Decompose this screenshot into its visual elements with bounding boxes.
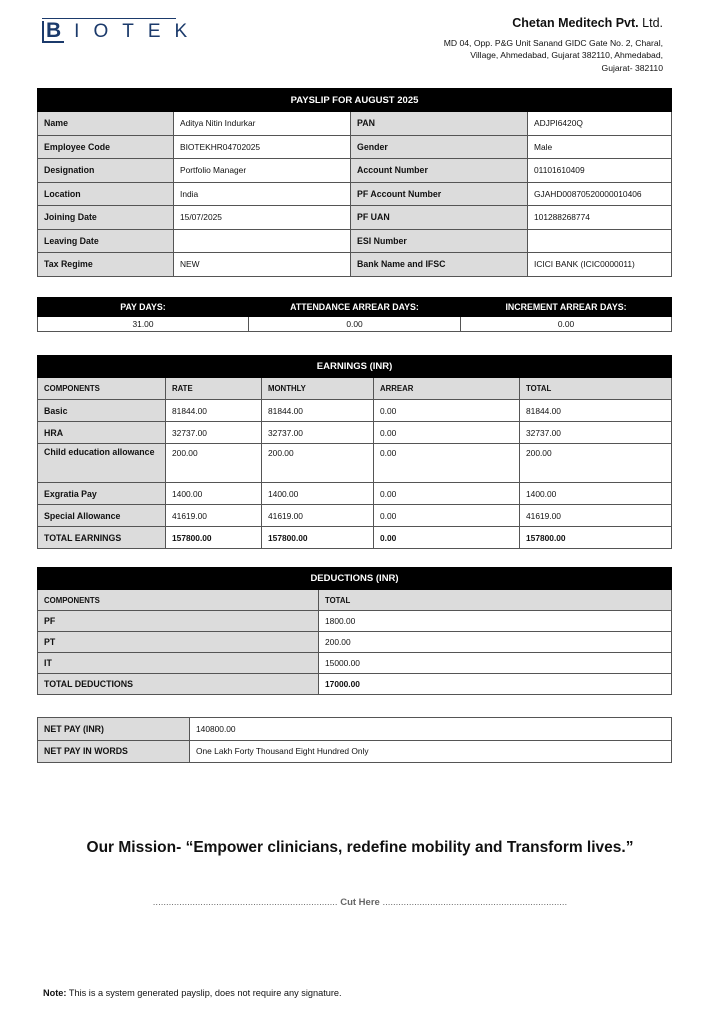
net-pay-label: NET PAY (INR) bbox=[38, 718, 190, 741]
info-value: NEW bbox=[174, 253, 351, 277]
info-value: 15/07/2025 bbox=[174, 206, 351, 230]
employee-info-row bbox=[38, 112, 672, 136]
earnings-component: Child education allowance bbox=[38, 444, 166, 483]
earnings-component: Exgratia Pay bbox=[38, 483, 166, 505]
attendance-arrear-header: ATTENDANCE ARREAR DAYS: bbox=[249, 298, 461, 317]
earnings-cell: 0.00 bbox=[374, 422, 520, 444]
earnings-cell: 200.00 bbox=[520, 444, 672, 483]
net-pay-words-value: One Lakh Forty Thousand Eight Hundred Only bbox=[190, 740, 672, 763]
cut-dots-left: ...................................................................... bbox=[152, 897, 338, 908]
deduction-value: 1800.00 bbox=[319, 611, 672, 632]
earnings-title: EARNINGS (INR) bbox=[38, 356, 672, 378]
info-value: GJAHD00870520000010406 bbox=[528, 182, 672, 206]
net-pay-words-label: NET PAY IN WORDS bbox=[38, 740, 190, 763]
company-name bbox=[383, 16, 663, 30]
earnings-cell: 32737.00 bbox=[262, 422, 374, 444]
total-earnings-arrear: 0.00 bbox=[374, 527, 520, 549]
info-label: Tax Regime bbox=[38, 253, 174, 277]
info-label: Employee Code bbox=[38, 135, 174, 159]
info-value: BIOTEKHR04702025 bbox=[174, 135, 351, 159]
net-pay-value: 140800.00 bbox=[190, 718, 672, 741]
employee-info-table bbox=[37, 88, 672, 277]
info-label: PAN bbox=[351, 112, 528, 136]
note-text: This is a system generated payslip, does not require any signature. bbox=[66, 988, 342, 998]
earnings-cell: 0.00 bbox=[374, 400, 520, 422]
cut-dots-right: ...................................................................... bbox=[382, 897, 568, 908]
cut-here-label: Cut Here bbox=[340, 897, 380, 908]
info-value: Portfolio Manager bbox=[174, 159, 351, 183]
address-line: Gujarat- 382110 bbox=[601, 62, 663, 73]
earnings-col-header: RATE bbox=[166, 378, 262, 400]
earnings-cell: 0.00 bbox=[374, 505, 520, 527]
note-label: Note: bbox=[43, 988, 67, 998]
info-value: 01101610409 bbox=[528, 159, 672, 183]
info-value bbox=[174, 229, 351, 253]
deductions-body bbox=[38, 611, 672, 674]
cut-here-line bbox=[0, 897, 720, 908]
earnings-row bbox=[38, 505, 672, 527]
deduction-component: IT bbox=[38, 653, 319, 674]
earnings-row bbox=[38, 400, 672, 422]
earnings-row bbox=[38, 422, 672, 444]
info-value: India bbox=[174, 182, 351, 206]
earnings-cell: 0.00 bbox=[374, 444, 520, 483]
info-label: Designation bbox=[38, 159, 174, 183]
company-name-main: Chetan Meditech Pvt. bbox=[512, 16, 639, 30]
employee-info-body bbox=[38, 112, 672, 277]
company-address bbox=[383, 37, 663, 74]
logo-initial: B bbox=[42, 21, 64, 43]
earnings-cell: 0.00 bbox=[374, 483, 520, 505]
info-value: Male bbox=[528, 135, 672, 159]
earnings-table bbox=[37, 355, 672, 549]
earnings-body bbox=[38, 400, 672, 527]
earnings-cell: 81844.00 bbox=[166, 400, 262, 422]
info-label: Joining Date bbox=[38, 206, 174, 230]
earnings-cell: 81844.00 bbox=[520, 400, 672, 422]
info-value: 101288268774 bbox=[528, 206, 672, 230]
earnings-cell: 41619.00 bbox=[520, 505, 672, 527]
days-table bbox=[37, 297, 672, 332]
earnings-cell: 41619.00 bbox=[166, 505, 262, 527]
info-label: ESI Number bbox=[351, 229, 528, 253]
company-logo bbox=[42, 18, 202, 43]
total-earnings-total: 157800.00 bbox=[520, 527, 672, 549]
total-earnings-rate: 157800.00 bbox=[166, 527, 262, 549]
logo-rest: IOTEK bbox=[74, 21, 202, 42]
increment-arrear-header: INCREMENT ARREAR DAYS: bbox=[461, 298, 672, 317]
address-line: Village, Ahmedabad, Gujarat 382110, Ahmedabad, bbox=[470, 50, 663, 61]
info-value: ADJPI6420Q bbox=[528, 112, 672, 136]
earnings-cell: 1400.00 bbox=[262, 483, 374, 505]
employee-info-row bbox=[38, 159, 672, 183]
earnings-cell: 200.00 bbox=[262, 444, 374, 483]
earnings-component: Special Allowance bbox=[38, 505, 166, 527]
company-name-suffix: Ltd. bbox=[642, 16, 663, 30]
deductions-row bbox=[38, 653, 672, 674]
earnings-cell: 200.00 bbox=[166, 444, 262, 483]
info-label: PF UAN bbox=[351, 206, 528, 230]
earnings-cell: 32737.00 bbox=[520, 422, 672, 444]
total-deductions-label: TOTAL DEDUCTIONS bbox=[38, 674, 319, 695]
info-label: Leaving Date bbox=[38, 229, 174, 253]
earnings-row bbox=[38, 444, 672, 483]
earnings-col-header: COMPONENTS bbox=[38, 378, 166, 400]
info-value bbox=[528, 229, 672, 253]
net-pay-table bbox=[37, 717, 672, 763]
pay-days-value: 31.00 bbox=[38, 317, 249, 332]
deductions-title: DEDUCTIONS (INR) bbox=[38, 568, 672, 590]
attendance-arrear-value: 0.00 bbox=[249, 317, 461, 332]
employee-info-row bbox=[38, 206, 672, 230]
earnings-col-header: MONTHLY bbox=[262, 378, 374, 400]
info-label: Gender bbox=[351, 135, 528, 159]
company-header bbox=[383, 16, 663, 74]
info-label: Account Number bbox=[351, 159, 528, 183]
earnings-col-header: ARREAR bbox=[374, 378, 520, 400]
earnings-cell: 81844.00 bbox=[262, 400, 374, 422]
logo-wordmark bbox=[42, 19, 202, 43]
total-earnings-monthly: 157800.00 bbox=[262, 527, 374, 549]
deduction-component: PF bbox=[38, 611, 319, 632]
earnings-row bbox=[38, 483, 672, 505]
deductions-row bbox=[38, 632, 672, 653]
pay-days-header: PAY DAYS: bbox=[38, 298, 249, 317]
earnings-cell: 1400.00 bbox=[166, 483, 262, 505]
earnings-col-header: TOTAL bbox=[520, 378, 672, 400]
info-label: Bank Name and IFSC bbox=[351, 253, 528, 277]
info-value: ICICI BANK (ICIC0000011) bbox=[528, 253, 672, 277]
deduction-value: 200.00 bbox=[319, 632, 672, 653]
payslip-title: PAYSLIP FOR AUGUST 2025 bbox=[38, 89, 672, 112]
employee-info-row bbox=[38, 253, 672, 277]
employee-info-row bbox=[38, 182, 672, 206]
increment-arrear-value: 0.00 bbox=[461, 317, 672, 332]
earnings-cell: 41619.00 bbox=[262, 505, 374, 527]
deductions-row bbox=[38, 611, 672, 632]
info-label: Location bbox=[38, 182, 174, 206]
earnings-component: HRA bbox=[38, 422, 166, 444]
earnings-cell: 1400.00 bbox=[520, 483, 672, 505]
info-label: Name bbox=[38, 112, 174, 136]
deductions-table bbox=[37, 567, 672, 695]
deduction-component: PT bbox=[38, 632, 319, 653]
logo-rule bbox=[42, 18, 176, 19]
deductions-col-header: TOTAL bbox=[319, 590, 672, 611]
address-line: MD 04, Opp. P&G Unit Sanand GIDC Gate No. 2, Charal, bbox=[443, 38, 663, 48]
deductions-col-header: COMPONENTS bbox=[38, 590, 319, 611]
total-earnings-label: TOTAL EARNINGS bbox=[38, 527, 166, 549]
total-deductions-value: 17000.00 bbox=[319, 674, 672, 695]
mission-statement: Our Mission- “Empower clinicians, redefine mobility and Transform lives.” bbox=[86, 839, 634, 856]
footer-note bbox=[43, 988, 342, 998]
employee-info-row bbox=[38, 229, 672, 253]
employee-info-row bbox=[38, 135, 672, 159]
info-value: Aditya Nitin Indurkar bbox=[174, 112, 351, 136]
earnings-cell: 32737.00 bbox=[166, 422, 262, 444]
earnings-component: Basic bbox=[38, 400, 166, 422]
info-label: PF Account Number bbox=[351, 182, 528, 206]
deduction-value: 15000.00 bbox=[319, 653, 672, 674]
